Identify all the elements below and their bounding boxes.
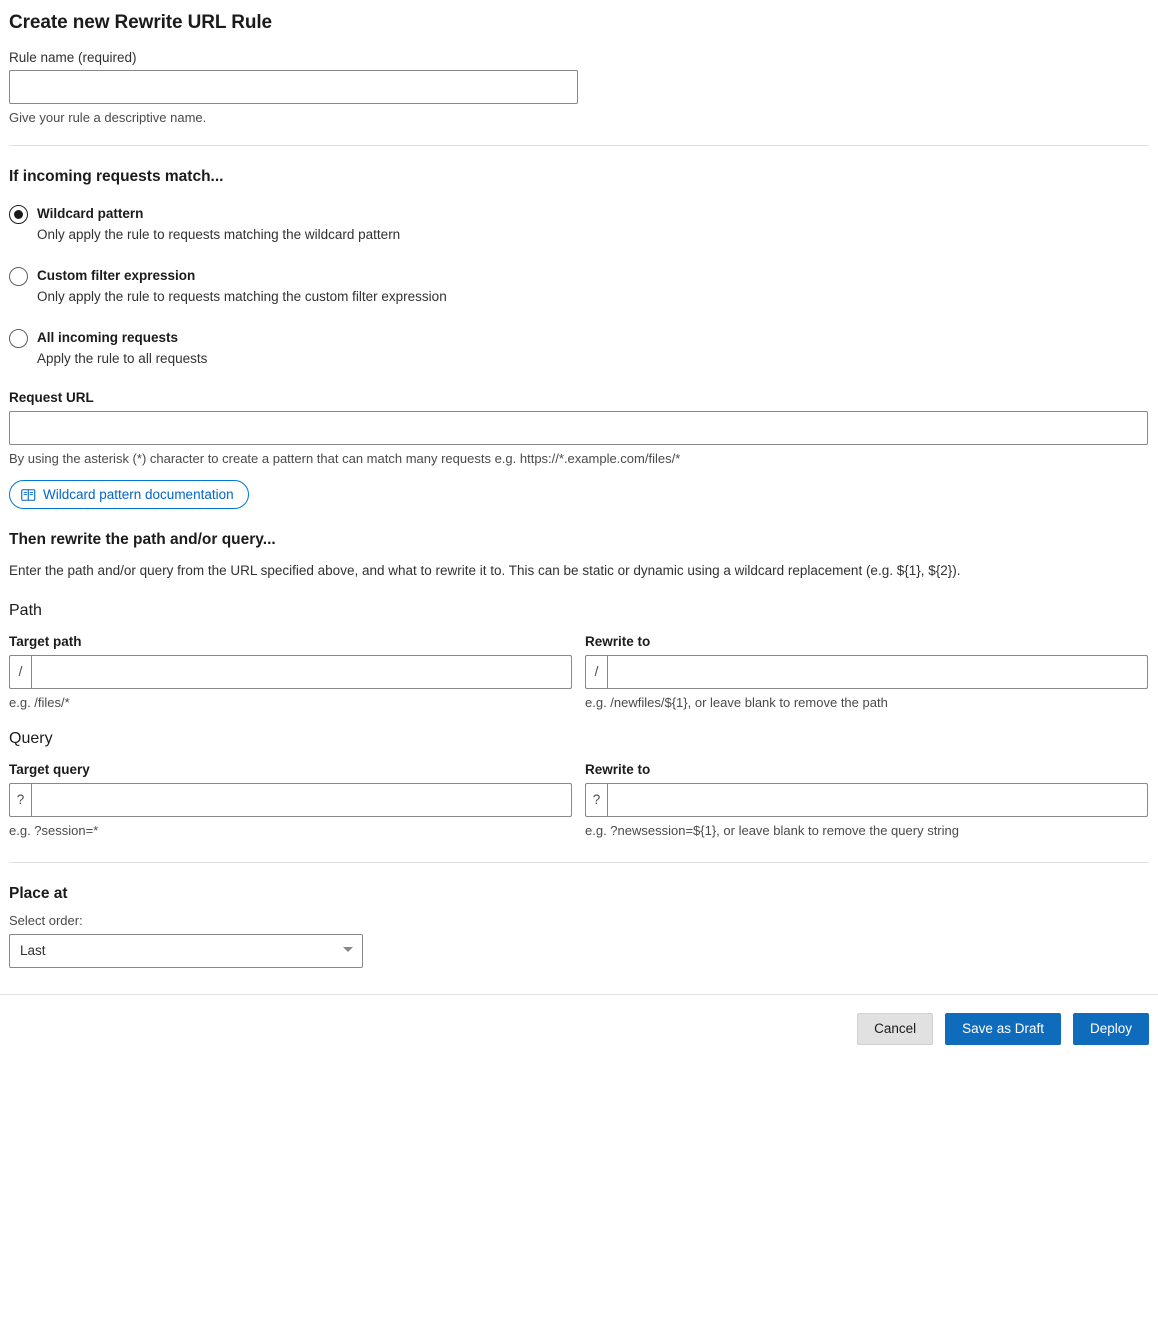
select-order-label: Select order:: [9, 912, 83, 928]
target-query-help: e.g. ?session=*: [9, 822, 99, 838]
target-path-help: e.g. /files/*: [9, 694, 70, 710]
slash-prefix-icon: /: [585, 655, 607, 689]
book-icon: [21, 488, 36, 502]
doc-link-label: Wildcard pattern documentation: [43, 487, 234, 503]
question-mark-prefix-icon: ?: [585, 783, 607, 817]
radio-option-title: All incoming requests: [37, 330, 179, 346]
rule-name-input[interactable]: [9, 70, 578, 104]
radio-option-wildcard-pattern[interactable]: [9, 204, 1149, 244]
select-order-dropdown[interactable]: [9, 934, 363, 968]
query-row: [9, 748, 1149, 838]
radio-option-custom-filter-expression[interactable]: [9, 266, 1149, 306]
path-rewrite-to-group: [585, 655, 1148, 689]
radio-option-description: Apply the rule to all requests: [37, 350, 208, 366]
wildcard-pattern-documentation-button[interactable]: [9, 480, 249, 509]
path-subheading: Path: [9, 601, 42, 619]
slash-prefix-icon: /: [9, 655, 31, 689]
select-order-value[interactable]: Last: [9, 934, 363, 968]
path-rewrite-col: [585, 620, 1148, 710]
query-rewrite-col: [585, 748, 1148, 838]
match-options-group: [9, 204, 1149, 368]
radio-option-title: Wildcard pattern: [37, 206, 144, 221]
rewrite-section-heading: Then rewrite the path and/or query...: [9, 531, 276, 549]
query-target-col: [9, 748, 572, 838]
target-path-label: Target path: [9, 633, 82, 649]
path-rewrite-to-input[interactable]: [607, 655, 1148, 689]
page-title: Create new Rewrite URL Rule: [9, 12, 273, 33]
query-rewrite-to-group: [585, 783, 1148, 817]
target-query-group: [9, 783, 572, 817]
radio-circle-icon[interactable]: [9, 205, 28, 224]
radio-option-description: Only apply the rule to requests matching the wildcard pattern: [37, 226, 401, 242]
query-rewrite-to-input[interactable]: [607, 783, 1148, 817]
chevron-down-icon[interactable]: [343, 947, 353, 952]
target-path-group: [9, 655, 572, 689]
create-rewrite-url-rule-form: [0, 12, 1158, 968]
save-as-draft-button[interactable]: Save as Draft: [945, 1013, 1061, 1045]
rule-name-label: Rule name (required): [9, 50, 137, 65]
radio-circle-icon[interactable]: [9, 267, 28, 286]
divider-place-at: [9, 862, 1149, 863]
radio-option-title: Custom filter expression: [37, 268, 196, 284]
form-footer: [0, 994, 1158, 1059]
query-rewrite-to-help: e.g. ?newsession=${1}, or leave blank to remove the query string: [585, 822, 959, 838]
place-at-heading: Place at: [9, 884, 68, 902]
radio-circle-icon[interactable]: [9, 329, 28, 348]
path-rewrite-to-help: e.g. /newfiles/${1}, or leave blank to remove the path: [585, 694, 888, 710]
rule-name-help: Give your rule a descriptive name.: [9, 110, 207, 125]
path-rewrite-to-label: Rewrite to: [585, 633, 651, 649]
query-rewrite-to-label: Rewrite to: [585, 761, 651, 777]
divider-top: [9, 145, 1149, 146]
target-path-input[interactable]: [31, 655, 572, 689]
request-url-input[interactable]: [9, 411, 1148, 445]
radio-option-all-incoming-requests[interactable]: [9, 328, 1149, 368]
radio-option-description: Only apply the rule to requests matching the custom filter expression: [37, 288, 447, 304]
request-url-help: By using the asterisk (*) character to create a pattern that can match many requests e.g. https://*.example.com/files/*: [9, 451, 681, 467]
match-section-heading: If incoming requests match...: [9, 168, 224, 185]
path-target-col: [9, 620, 572, 710]
path-row: [9, 620, 1149, 710]
query-subheading: Query: [9, 729, 53, 747]
request-url-label: Request URL: [9, 390, 94, 406]
rewrite-section-description: Enter the path and/or query from the URL specified above, and what to rewrite it to. This can be static or dynamic using a wildcard replacement (e.g. ${1}, ${2}).: [9, 563, 961, 579]
target-query-input[interactable]: [31, 783, 572, 817]
target-query-label: Target query: [9, 761, 90, 777]
cancel-button[interactable]: Cancel: [857, 1013, 933, 1045]
question-mark-prefix-icon: ?: [9, 783, 31, 817]
deploy-button[interactable]: Deploy: [1073, 1013, 1149, 1045]
